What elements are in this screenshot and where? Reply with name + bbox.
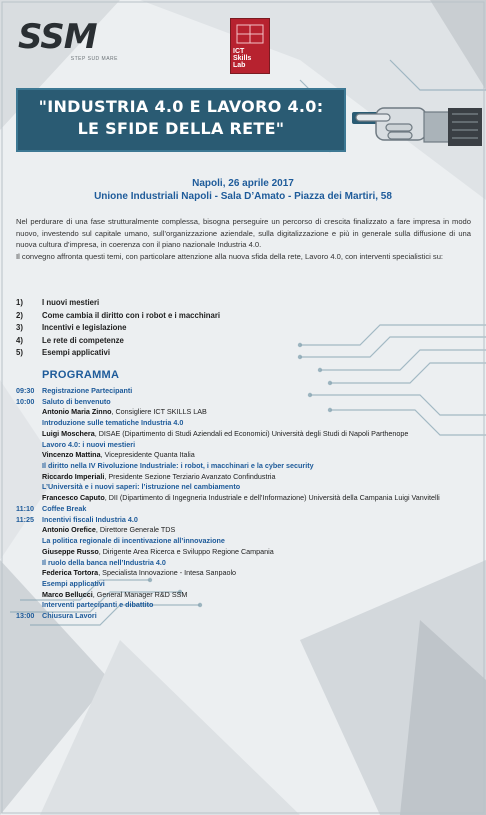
schedule-row [16, 579, 476, 590]
schedule-item: La politica regionale di incentivazione all’innovazione [42, 536, 225, 546]
topic-number: 5) [16, 348, 23, 358]
schedule-row [16, 504, 476, 515]
programma-heading: PROGRAMMA [42, 369, 120, 381]
schedule-item: Incentivi fiscali Industria 4.0 [42, 514, 138, 524]
speaker-name: Marco Bellucci [42, 589, 93, 599]
schedule-item: Introduzione sulle tematiche Industria 4.0 [42, 418, 184, 428]
speaker-role: , DISAE (Dipartimento di Studi Aziendali ed Economici) Università degli Studi di Napoli Parthenope [94, 428, 409, 438]
topic-label: I nuovi mestieri [42, 298, 100, 307]
topic-number: 3) [16, 323, 23, 333]
speaker-role: , Direttore Generale TDS [95, 525, 176, 535]
intro-text [16, 216, 471, 262]
speaker-role: , Presidente Sezione Terziario Avanzato Confindustria [104, 471, 276, 481]
topic-number: 2) [16, 310, 23, 320]
speaker-role: , Dirigente Area Ricerca e Sviluppo Regione Campania [98, 546, 274, 556]
ict-logo-line-3: Lab [233, 62, 246, 69]
schedule-item: Lavoro 4.0: i nuovi mestieri [42, 439, 136, 449]
speaker-role: , Vicepresidente Quanta Italia [100, 450, 195, 460]
schedule-time: 11:25 [16, 514, 34, 524]
title-line-2: LE SFIDE DELLA RETE" [77, 119, 285, 138]
schedule-row [16, 525, 476, 536]
schedule-row [16, 450, 476, 461]
schedule-row [16, 558, 476, 569]
schedule-row [16, 429, 476, 440]
schedule-row [16, 568, 476, 579]
speaker-name: Francesco Caputo [42, 493, 105, 503]
schedule-item: Il ruolo della banca nell’Industria 4.0 [42, 557, 166, 567]
topic-label: Incentivi e legislazione [42, 323, 127, 333]
speaker-name: Riccardo Imperiali [42, 471, 105, 481]
title-line-1: "INDUSTRIA 4.0 E LAVORO 4.0: [38, 97, 324, 116]
schedule-row [16, 397, 476, 408]
schedule-row [16, 547, 476, 558]
schedule-row [16, 418, 476, 429]
schedule-item: Chiusura Lavori [42, 611, 97, 621]
topic-label: Esempi applicativi [42, 348, 111, 358]
speaker-name: Vincenzo Mattina [42, 450, 101, 460]
schedule-item: L’Università e i nuovi saperi: l’istruzione nel cambiamento [42, 482, 241, 492]
schedule-time: 11:10 [16, 503, 34, 513]
list-item [16, 347, 316, 360]
speaker-name: Federica Tortora [42, 568, 99, 578]
ssm-logo [18, 17, 118, 66]
intro-paragraph-2: Il convegno affronta questi temi, con particolare attenzione alla nuova sfida della rete, Lavoro 4.0, con interventi specialistici su: [16, 251, 444, 261]
schedule-item: Registrazione Partecipanti [42, 386, 133, 395]
speaker-name: Antonio Maria Zinno [42, 407, 112, 417]
list-item [16, 322, 316, 335]
list-item [16, 335, 316, 348]
page-title [16, 96, 346, 140]
schedule-item: Saluto di benvenuto [42, 396, 111, 406]
schedule-time: 10:00 [16, 396, 35, 406]
speaker-name: Giuseppe Russo [42, 546, 99, 556]
topic-label: Le rete di competenze [42, 335, 124, 345]
ict-logo-line-1: ICT [233, 48, 245, 55]
intro-paragraph-1: Nel perdurare di una fase strutturalmente complessa, bisogna perseguire un percorso di crescita finalizzato a fare impresa in modo nuovo, investendo sul capitale umano, sull’organizzazione aziendale, sulla digitalizzazione e più in generale sulla diffusione di una nuova cultura d’impresa, in coerenza con il piano nazionale Industria 4.0. [16, 217, 471, 250]
programma-schedule [16, 386, 476, 622]
schedule-row [16, 407, 476, 418]
ict-skills-lab-logo [230, 18, 270, 74]
speaker-role: , Specialista Innovazione - Intesa Sanpaolo [98, 568, 237, 578]
event-date: Napoli, 26 aprile 2017 [192, 178, 294, 189]
topic-number: 1) [16, 298, 23, 307]
schedule-row [16, 472, 476, 483]
schedule-item: Esempi applicativi [42, 578, 105, 588]
speaker-role: , General Manager R&D SSM [92, 589, 188, 599]
schedule-row [16, 600, 476, 611]
ssm-logo-subtitle: STEP SUD MARE [70, 56, 118, 62]
list-item [16, 297, 316, 310]
topic-number: 4) [16, 335, 23, 345]
schedule-item: Il diritto nella IV Rivoluzione Industriale: i robot, i macchinari e la cyber security [42, 461, 314, 471]
ssm-logo-mark: SSM [18, 17, 97, 57]
list-item [16, 310, 316, 323]
speaker-name: Antonio Orefice [42, 525, 96, 535]
speaker-name: Luigi Moschera [42, 428, 95, 438]
schedule-row [16, 482, 476, 493]
schedule-row [16, 461, 476, 472]
schedule-item: Coffee Break [42, 503, 87, 513]
schedule-row [16, 386, 476, 397]
ict-logo-icon [231, 21, 269, 47]
schedule-row [16, 440, 476, 451]
schedule-time: 09:30 [16, 386, 35, 395]
schedule-row [16, 493, 476, 504]
schedule-item: Interventi partecipanti e dibattito [42, 600, 154, 610]
robot-hand-illustration [352, 90, 482, 160]
schedule-row [16, 515, 476, 526]
schedule-row [16, 590, 476, 601]
ict-logo-line-2: Skills [233, 55, 252, 62]
schedule-time: 13:00 [16, 611, 35, 621]
event-venue: Unione Industriali Napoli - Sala D’Amato - Piazza dei Martiri, 58 [94, 191, 392, 202]
schedule-row [16, 536, 476, 547]
topic-label: Come cambia il diritto con i robot e i macchinari [42, 310, 221, 320]
topics-list [16, 297, 316, 360]
speaker-role: , DII (Dipartimento di Ingegneria Industriale e dell’Informazione) Università della Campania Luigi Vanvitelli [104, 493, 440, 503]
speaker-role: , Consigliere ICT SKILLS LAB [111, 407, 207, 417]
schedule-row [16, 611, 476, 622]
